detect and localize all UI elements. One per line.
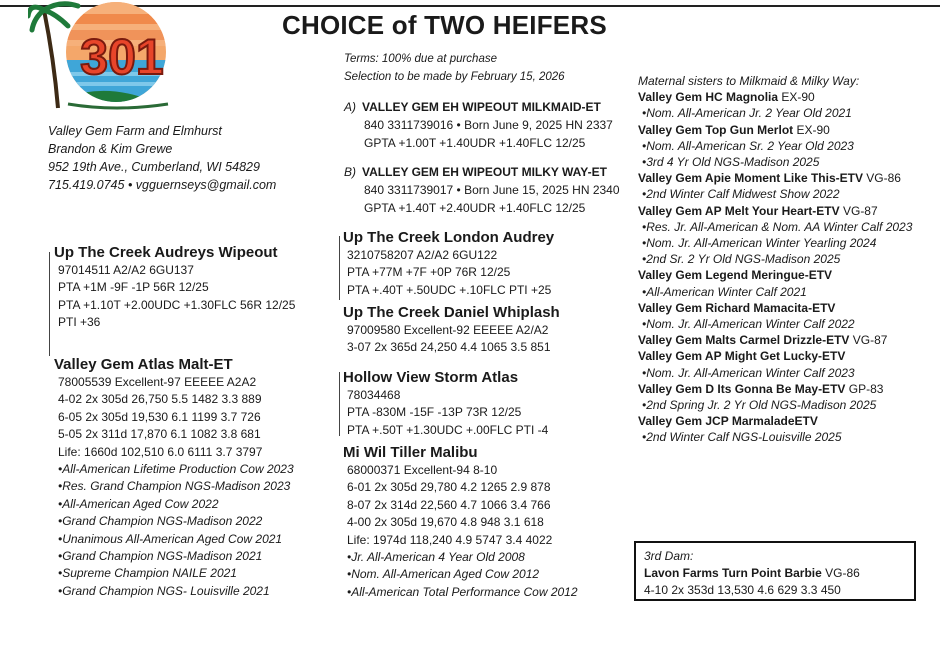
sire-line: PTA +1.10T +2.00UDC +1.30FLC 56R 12/25 [58, 297, 296, 312]
sister-name: Valley Gem Richard Mamacita-ETV [638, 300, 836, 315]
sister-entry [638, 348, 912, 364]
sister-score: VG-87 [839, 203, 878, 218]
sister-achievement: •All-American Winter Calf 2021 [642, 284, 807, 299]
dam-achievement: •Grand Champion NGS-Madison 2021 [58, 549, 263, 564]
sister-name: Valley Gem AP Might Get Lucky-ETV [638, 349, 846, 364]
sire-line: PTI +36 [58, 315, 101, 330]
sister-entry [638, 413, 912, 429]
sister-score: EX-90 [793, 122, 830, 137]
sister-score: GP-83 [845, 381, 884, 396]
lot-b [344, 163, 620, 217]
sister-name: Valley Gem Legend Meringue-ETV [638, 268, 833, 283]
animal-line: 78034468 [347, 388, 401, 402]
dam-line: 78005539 Excellent-97 EEEEE A2A2 [58, 375, 257, 389]
animal-line: 3210758207 A2/A2 6GU122 [347, 248, 498, 262]
palm-tree-icon [28, 4, 78, 30]
dam-achievement: •Supreme Champion NAILE 2021 [58, 566, 237, 581]
animal-name: Up The Creek Daniel Whiplash [343, 304, 560, 321]
sire-block [54, 243, 295, 332]
lot-name: VALLEY GEM EH WIPEOUT MILKMAID-ET [362, 100, 601, 114]
terms-selection: Selection to be made by February 15, 2026 [344, 71, 565, 83]
sister-achievement: •Res. Jr. All-American & Nom. AA Winter Calf 2023 [642, 219, 913, 234]
sister-entry [638, 203, 912, 219]
sister-name: Valley Gem Apie Moment Like This-ETV [638, 171, 863, 186]
pedigree-bracket [339, 372, 340, 436]
animal-line: PTA -830M -15F -13P 73R 12/25 [347, 405, 522, 420]
sister-entry [638, 267, 912, 283]
sister-name: Valley Gem D Its Gonna Be May-ETV [638, 381, 846, 396]
granddam-block [343, 443, 578, 601]
lot-a [344, 98, 613, 152]
animal-line: Life: 1974d 118,240 4.9 5747 3.4 4022 [347, 532, 553, 547]
sire-dam-block [343, 303, 560, 357]
animal-line: 6-01 2x 305d 29,780 4.2 1265 2.9 878 [347, 480, 551, 495]
third-dam-label: 3rd Dam: [644, 549, 694, 563]
animal-line: 8-07 2x 314d 22,560 4.7 1066 3.4 766 [347, 497, 551, 512]
sister-achievement: •2nd Winter Calf Midwest Show 2022 [642, 187, 840, 202]
third-dam-box [634, 541, 916, 601]
lot-name: VALLEY GEM EH WIPEOUT MILKY WAY-ET [362, 165, 607, 179]
sister-entry [638, 332, 912, 348]
dam-line: Life: 1660d 102,510 6.0 6111 3.7 3797 [58, 444, 263, 459]
dam-achievement: •Res. Grand Champion NGS-Madison 2023 [58, 479, 291, 494]
farm-phone-email: 715.419.0745 • vgguernseys@gmail.com [48, 178, 277, 192]
sister-achievement: •2nd Spring Jr. 2 Yr Old NGS-Madison 2025 [642, 398, 877, 413]
sister-name: Valley Gem JCP MarmaladeETV [638, 414, 818, 429]
dam-sire-block [343, 368, 548, 439]
sister-name: Valley Gem Malts Carmel Drizzle-ETV [638, 333, 850, 348]
dam-achievement: •Grand Champion NGS-Madison 2022 [58, 514, 263, 529]
animal-line: 4-00 2x 305d 19,670 4.8 948 3.1 618 [347, 515, 544, 530]
dam-line: 5-05 2x 311d 17,870 6.1 1082 3.8 681 [58, 427, 261, 442]
lot-registration: 840 3311739016 • Born June 9, 2025 HN 2337 [364, 118, 613, 132]
sister-score: VG-86 [862, 171, 901, 186]
logo-number: 301 [80, 29, 164, 85]
third-dam-score: VG-86 [821, 566, 860, 580]
sister-achievement: •Nom. Jr. All-American Winter Calf 2022 [642, 317, 855, 332]
animal-line: PTA +.40T +.50UDC +.10FLC PTI +25 [347, 282, 552, 297]
third-dam-name: Lavon Farms Turn Point Barbie [644, 566, 822, 580]
owner-names: Brandon & Kim Grewe [48, 142, 173, 156]
page-title: CHOICE of TWO HEIFERS [282, 10, 607, 40]
animal-line: PTA +.50T +1.30UDC +.00FLC PTI -4 [347, 422, 549, 437]
sister-name: Valley Gem Top Gun Merlot [638, 122, 794, 137]
sister-entry [638, 381, 912, 397]
sister-score: EX-90 [778, 90, 815, 105]
animal-line: 97009580 Excellent-92 EEEEE A2/A2 [347, 323, 549, 337]
terms [344, 50, 565, 86]
lot-registration: 840 3311739017 • Born June 15, 2025 HN 2340 [364, 183, 620, 197]
dam-line: 4-02 2x 305d 26,750 5.5 1482 3.3 889 [58, 392, 262, 407]
dam-achievement: •Grand Champion NGS- Louisville 2021 [58, 583, 270, 598]
animal-name: Hollow View Storm Atlas [343, 369, 519, 386]
lot-gpta: GPTA +1.00T +1.40UDR +1.40FLC 12/25 [364, 136, 586, 150]
sister-achievement: •Nom. Jr. All-American Winter Calf 2023 [642, 365, 855, 380]
third-dam-record: 4-10 2x 353d 13,530 4.6 629 3.3 450 [644, 583, 841, 597]
animal-line: 68000371 Excellent-94 8-10 [347, 463, 498, 477]
maternal-sisters [638, 73, 912, 446]
terms-payment: Terms: 100% due at purchase [344, 53, 497, 65]
lot-gpta: GPTA +1.40T +2.40UDR +1.40FLC 12/25 [364, 201, 586, 215]
lot-id: B) [344, 165, 356, 179]
sister-name: Valley Gem AP Melt Your Heart-ETV [638, 203, 840, 218]
animal-achievement: •Jr. All-American 4 Year Old 2008 [347, 550, 525, 565]
sister-achievement: •Nom. All-American Sr. 2 Year Old 2023 [642, 138, 854, 153]
farm-name: Valley Gem Farm and Elmhurst [48, 124, 222, 138]
animal-line: PTA +77M +7F +0P 76R 12/25 [347, 265, 511, 280]
farm-logo [28, 0, 198, 122]
farm-contact [48, 122, 276, 194]
sister-achievement: •2nd Sr. 2 Yr Old NGS-Madison 2025 [642, 252, 841, 267]
sister-entry [638, 170, 912, 186]
dam-name: Valley Gem Atlas Malt-ET [54, 356, 233, 373]
animal-name: Mi Wil Tiller Malibu [343, 444, 478, 461]
animal-achievement: •All-American Total Performance Cow 2012 [347, 584, 578, 599]
pedigree-bracket [339, 236, 340, 300]
dam-achievement: •All-American Aged Cow 2022 [58, 496, 219, 511]
sister-achievement: •Nom. All-American Jr. 2 Year Old 2021 [642, 106, 852, 121]
sister-entry [638, 122, 912, 138]
animal-line: 3-07 2x 365d 24,250 4.4 1065 3.5 851 [347, 340, 551, 355]
sisters-intro: Maternal sisters to Milkmaid & Milky Way: [638, 74, 860, 88]
sister-achievement: •2nd Winter Calf NGS-Louisville 2025 [642, 430, 842, 445]
animal-achievement: •Nom. All-American Aged Cow 2012 [347, 567, 540, 582]
dam-line: 6-05 2x 305d 19,530 6.1 1199 3.7 726 [58, 409, 261, 424]
sister-achievement: •Nom. Jr. All-American Winter Yearling 2024 [642, 236, 877, 251]
sire-name: Up The Creek Audreys Wipeout [54, 244, 278, 261]
pedigree-bracket [49, 252, 50, 356]
dam-block [54, 355, 294, 600]
dam-achievement: •Unanimous All-American Aged Cow 2021 [58, 531, 283, 546]
sister-score: VG-87 [849, 333, 888, 348]
sister-achievement: •3rd 4 Yr Old NGS-Madison 2025 [642, 155, 820, 170]
lot-id: A) [344, 100, 356, 114]
sire-line: PTA +1M -9F -1P 56R 12/25 [58, 280, 209, 295]
animal-name: Up The Creek London Audrey [343, 229, 555, 246]
sire-dam-block [343, 228, 554, 299]
dam-achievement: •All-American Lifetime Production Cow 2023 [58, 462, 294, 477]
sister-entry [638, 300, 912, 316]
sire-line: 97014511 A2/A2 6GU137 [58, 263, 194, 277]
sister-name: Valley Gem HC Magnolia [638, 90, 779, 105]
sister-entry [638, 89, 912, 105]
farm-address: 952 19th Ave., Cumberland, WI 54829 [48, 160, 260, 174]
